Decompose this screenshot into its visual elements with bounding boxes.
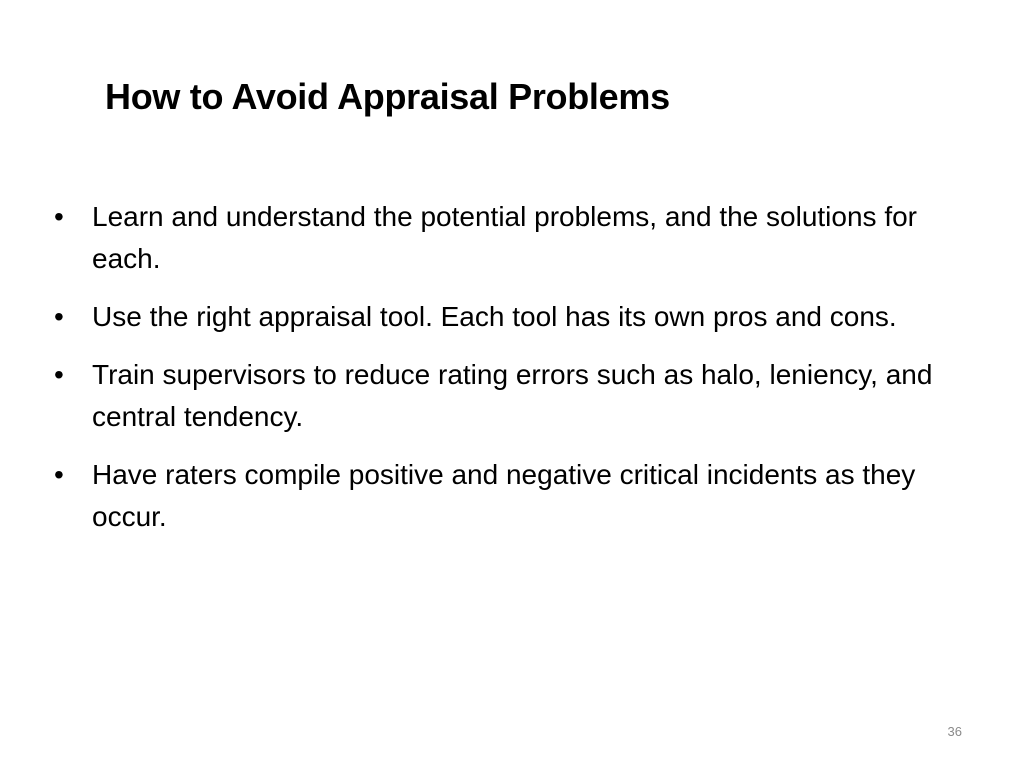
bullet-icon: • (54, 459, 64, 490)
slide-title: How to Avoid Appraisal Problems (105, 76, 670, 117)
bullet-icon: • (54, 359, 64, 390)
list-item (54, 454, 934, 538)
bullet-list (54, 196, 934, 554)
slide-number: 36 (947, 724, 962, 739)
bullet-text: Train supervisors to reduce rating errors such as halo, leniency, and central tendency. (92, 359, 933, 432)
bullet-text: Have raters compile positive and negative critical incidents as they occur. (92, 459, 916, 532)
list-item (54, 296, 934, 338)
list-item (54, 354, 934, 438)
bullet-icon: • (54, 201, 64, 232)
list-item (54, 196, 934, 280)
bullet-icon: • (54, 301, 64, 332)
bullet-text: Use the right appraisal tool. Each tool has its own pros and cons. (92, 301, 897, 332)
bullet-text: Learn and understand the potential problems, and the solutions for each. (92, 201, 918, 274)
